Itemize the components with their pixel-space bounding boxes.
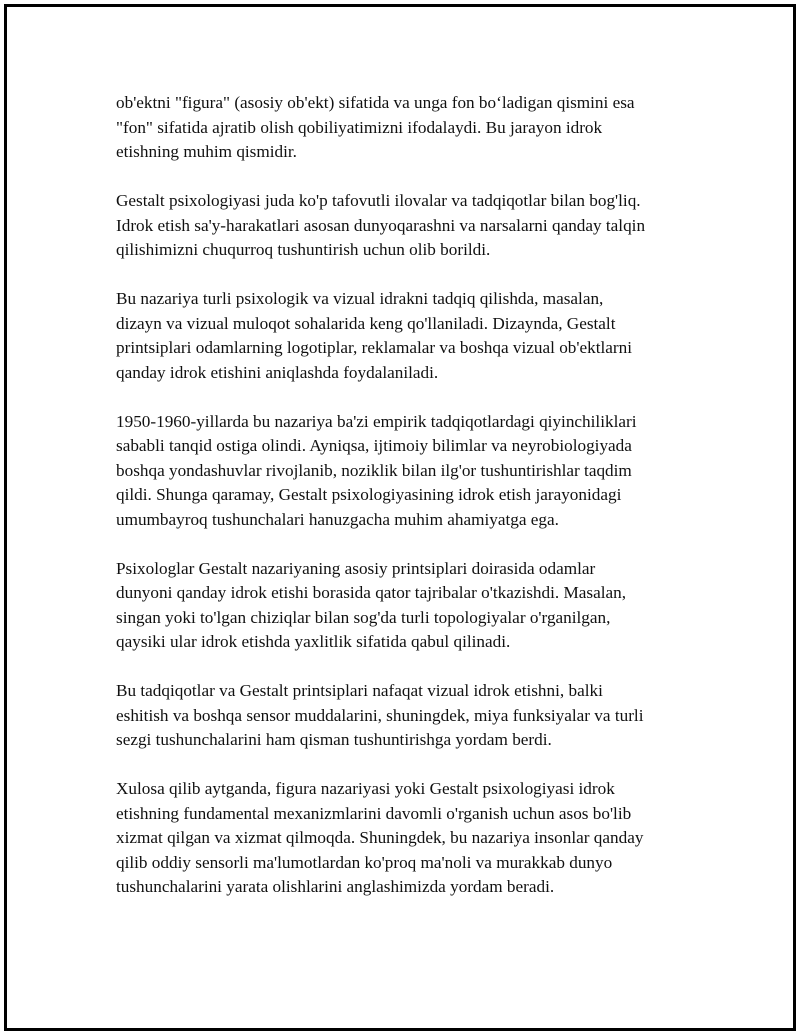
paragraph-6 bbox=[116, 679, 696, 753]
text-line: dunyoni qanday idrok etishi borasida qator tajribalar o'tkazishdi. Masalan, bbox=[116, 583, 626, 602]
paragraph-2 bbox=[116, 189, 696, 263]
text-line: sezgi tushunchalarini ham qisman tushuntirishga yordam berdi. bbox=[116, 730, 552, 749]
text-line: tushunchalarini yarata olishlarini anglashimizda yordam beradi. bbox=[116, 877, 555, 896]
text-line: etishning fundamental mexanizmlarini davomli o'rganish uchun asos bo'lib bbox=[116, 803, 632, 823]
paragraph-7 bbox=[116, 777, 696, 900]
text-line: Xulosa qilib aytganda, figura nazariyasi yoki Gestalt psixologiyasi idrok bbox=[116, 779, 615, 798]
text-line: xizmat qilgan va xizmat qilmoqda. Shuningdek, bu nazariya insonlar qanday bbox=[116, 828, 644, 847]
text-line: sababli tanqid ostiga olindi. Ayniqsa, ijtimoiy bilimlar va neyrobiologiyada bbox=[116, 436, 632, 455]
text-line: Bu tadqiqotlar va Gestalt printsiplari nafaqat vizual idrok etishni, balki bbox=[116, 681, 603, 700]
paragraph-3 bbox=[116, 287, 696, 385]
paragraph-1 bbox=[116, 91, 696, 165]
text-line: qilishimizni chuqurroq tushuntirish uchun olib borildi. bbox=[116, 240, 491, 259]
text-line: eshitish va boshqa sensor muddalarini, shuningdek, miya funksiyalar va turli bbox=[116, 705, 644, 725]
text-line: qaysiki ular idrok etishda yaxlitlik sifatida qabul qilinadi. bbox=[116, 632, 511, 651]
text-line: Bu nazariya turli psixologik va vizual idrakni tadqiq qilishda, masalan, bbox=[116, 289, 604, 308]
paragraph-5 bbox=[116, 557, 696, 655]
text-line: Psixologlar Gestalt nazariyaning asosiy printsiplari doirasida odamlar bbox=[116, 558, 596, 578]
text-line: etishning muhim qismidir. bbox=[116, 142, 297, 161]
text-line: boshqa yondashuvlar rivojlanib, noziklik bilan ilg'or tushuntirishlar taqdim bbox=[116, 460, 632, 480]
text-line: Idrok etish sa'y-harakatlari asosan dunyoqarashni va narsalarni qanday talqin bbox=[116, 215, 646, 235]
text-line: "fon" sifatida ajratib olish qobiliyatimizni ifodalaydi. Bu jarayon idrok bbox=[116, 117, 603, 137]
document-body bbox=[116, 91, 696, 924]
text-line: dizayn va vizual muloqot sohalarida keng qo'llaniladi. Dizaynda, Gestalt bbox=[116, 313, 616, 333]
text-line: qilib oddiy sensorli ma'lumotlardan ko'proq ma'noli va murakkab dunyo bbox=[116, 852, 613, 872]
text-line: Gestalt psixologiyasi juda ko'p tafovutli ilovalar va tadqiqotlar bilan bog'liq. bbox=[116, 191, 641, 210]
text-line: qanday idrok etishini aniqlashda foydalaniladi. bbox=[116, 362, 439, 382]
text-line: printsiplari odamlarning logotiplar, reklamalar va boshqa vizual ob'ektlarni bbox=[116, 338, 632, 357]
text-line: singan yoki to'lgan chiziqlar bilan sog'da turli topologiyalar o'rganilgan, bbox=[116, 607, 611, 627]
text-line: ob'ektni "figura" (asosiy ob'ekt) sifatida va unga fon bo‘ladigan qismini esa bbox=[116, 93, 635, 112]
paragraph-4 bbox=[116, 410, 696, 533]
text-line: qildi. Shunga qaramay, Gestalt psixologiyasining idrok etish jarayonidagi bbox=[116, 485, 622, 504]
text-line: umumbayroq tushunchalari hanuzgacha muhim ahamiyatga ega. bbox=[116, 509, 559, 529]
text-line: 1950-1960-yillarda bu nazariya ba'zi empirik tadqiqotlardagi qiyinchiliklari bbox=[116, 411, 637, 431]
